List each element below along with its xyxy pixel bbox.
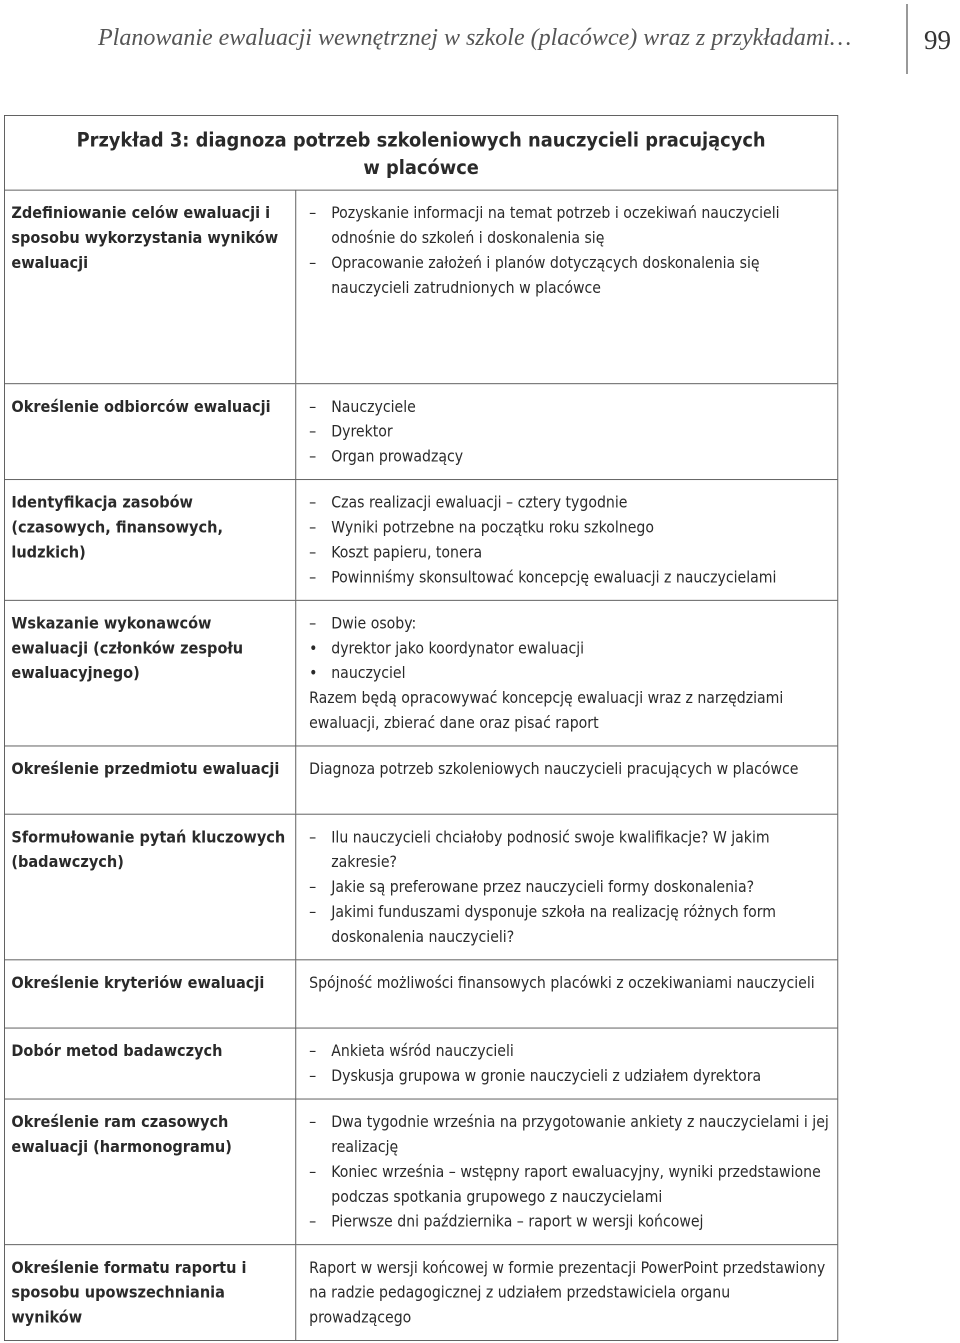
list-item-text: Dwie osoby: <box>331 614 417 634</box>
list-item <box>309 445 830 470</box>
list-item <box>309 875 830 900</box>
step-content-cell <box>296 601 837 746</box>
table-row <box>5 191 837 385</box>
dash-marker: – <box>309 1042 317 1061</box>
list-item <box>309 971 830 996</box>
step-label-cell <box>5 1029 296 1099</box>
list-item-text: Raport w wersji końcowej w formie prezentacji PowerPoint przedstawiony na radzie pedagogicznej z udziałem przedstawiciela organu prowadzącego <box>309 1258 826 1328</box>
table-row <box>5 1029 837 1100</box>
list-item-text: Razem będą opracowywać koncepcję ewaluacji wraz z narzędziami ewaluacji, zbierać dane oraz pisać raport <box>309 689 784 733</box>
step-label-cell <box>5 601 296 746</box>
bullet-icon: • <box>309 664 318 683</box>
step-label-cell <box>5 191 296 384</box>
list-item-text: Organ prowadzący <box>331 447 464 467</box>
step-content-cell <box>296 960 837 1027</box>
dash-marker: – <box>309 1212 317 1232</box>
list-item <box>309 395 830 420</box>
step-content-cell <box>296 480 837 600</box>
step-label: Wskazanie wykonawców ewaluacji (członków zespołu ewaluacyjnego) <box>11 614 244 683</box>
page-header <box>0 0 960 90</box>
table-caption-line-2: w placówce <box>363 156 479 180</box>
list-item <box>309 1256 830 1331</box>
table-caption <box>5 116 837 191</box>
list-item <box>309 1064 830 1089</box>
list-item-text: Dyrektor <box>331 422 393 442</box>
dash-marker: – <box>309 204 317 223</box>
dash-marker: – <box>309 1163 317 1182</box>
dash-marker: – <box>309 447 317 467</box>
list-item-text: Opracowanie założeń i planów dotyczących doskonalenia się nauczycieli zatrudnionych w placówce <box>331 254 760 298</box>
list-item <box>309 1160 830 1210</box>
dash-marker: – <box>309 397 317 417</box>
list-item <box>309 1111 830 1161</box>
table-row <box>5 746 837 814</box>
dash-marker: – <box>309 254 317 273</box>
table-row <box>5 480 837 601</box>
step-label-cell <box>5 480 296 600</box>
dash-marker: – <box>309 1113 317 1132</box>
dash-marker: – <box>309 903 317 922</box>
list-item <box>309 687 830 737</box>
list-item <box>309 826 830 876</box>
list-item-text: Koniec września – wstępny raport ewaluacyjny, wyniki przedstawione podczas spotkania grupowego z nauczycielami <box>331 1163 821 1207</box>
list-item <box>309 1040 830 1065</box>
list-item-text: Jakimi funduszami dysponuje szkoła na realizację różnych form doskonalenia nauczycieli? <box>331 903 776 947</box>
list-item <box>309 420 830 445</box>
dash-marker: – <box>309 878 317 897</box>
step-label-cell <box>5 1245 296 1340</box>
dash-marker: – <box>309 614 317 634</box>
dash-marker: – <box>309 568 317 587</box>
list-item <box>309 491 830 516</box>
bullet-icon: • <box>309 639 318 658</box>
list-item-text: Dwa tygodnie września na przygotowanie ankiety z nauczycielami i jej realizację <box>331 1113 829 1157</box>
list-item-text: dyrektor jako koordynator ewaluacji <box>331 639 585 658</box>
step-label-cell <box>5 960 296 1027</box>
dash-marker: – <box>309 543 317 563</box>
list-item-text: Pierwsze dni października – raport w wersji końcowej <box>331 1212 704 1232</box>
step-label: Określenie ram czasowych ewaluacji (harmonogramu) <box>11 1113 232 1157</box>
list-item-text: Wyniki potrzebne na początku roku szkolnego <box>331 518 654 538</box>
table-caption-line-1: Przykład 3: diagnoza potrzeb szkoleniowych nauczycieli pracujących <box>76 128 766 152</box>
list-item-text: Ankieta wśród nauczycieli <box>331 1042 514 1061</box>
list-item <box>309 516 830 541</box>
step-label: Określenie przedmiotu ewaluacji <box>11 760 280 779</box>
list-item-text: Nauczyciele <box>331 397 416 417</box>
list-item <box>309 637 830 662</box>
dash-marker: – <box>309 518 317 538</box>
list-item-text: Czas realizacji ewaluacji – cztery tygodnie <box>331 493 628 513</box>
list-item-text: Diagnoza potrzeb szkoleniowych nauczycieli pracujących w placówce <box>309 760 799 779</box>
step-content-cell <box>296 191 837 384</box>
step-content-cell <box>296 1029 837 1099</box>
list-item-text: Ilu nauczycieli chciałoby podnosić swoje kwalifikacje? W jakim zakresie? <box>331 828 770 872</box>
table-body <box>5 191 837 1340</box>
list-item-text: Spójność możliwości finansowych placówki z oczekiwaniami nauczycieli <box>309 974 815 993</box>
step-label-cell <box>5 1099 296 1244</box>
step-content-cell <box>296 1245 837 1340</box>
list-item <box>309 900 830 950</box>
list-item-text: Dyskusja grupowa w gronie nauczycieli z udziałem dyrektora <box>331 1067 762 1086</box>
step-label: Dobór metod badawczych <box>11 1042 223 1061</box>
step-content-cell <box>296 815 837 960</box>
step-label-cell <box>5 746 296 813</box>
step-label: Określenie kryteriów ewaluacji <box>11 974 265 993</box>
table-row <box>5 960 837 1028</box>
dash-marker: – <box>309 422 317 442</box>
step-label-cell <box>5 815 296 960</box>
list-item-text: nauczyciel <box>331 664 406 683</box>
header-divider <box>906 4 908 74</box>
step-label: Identyfikacja zasobów (czasowych, finansowych, ludzkich) <box>11 493 223 563</box>
list-item-text: Pozyskanie informacji na temat potrzeb i oczekiwań nauczycieli odnośnie do szkoleń i doskonalenia się <box>331 204 780 248</box>
table-row <box>5 601 837 747</box>
list-item <box>309 251 830 301</box>
running-title: Planowanie ewaluacji wewnętrznej w szkole (placówce) wraz z przykładami… <box>98 25 852 51</box>
dash-marker: – <box>309 828 317 847</box>
step-label: Sformułowanie pytań kluczowych (badawczych) <box>11 828 286 872</box>
list-item <box>309 541 830 566</box>
list-item <box>309 662 830 687</box>
step-content-cell <box>296 384 837 479</box>
step-label: Zdefiniowanie celów ewaluacji i sposobu wykorzystania wyników ewaluacji <box>11 204 279 273</box>
page-number: 99 <box>924 25 951 55</box>
step-content-cell <box>296 746 837 813</box>
step-label: Określenie odbiorców ewaluacji <box>11 397 271 417</box>
list-item <box>309 1210 830 1235</box>
table-row <box>5 1245 837 1340</box>
dash-marker: – <box>309 1067 317 1086</box>
step-label: Określenie formatu raportu i sposobu upowszechniania wyników <box>11 1258 247 1328</box>
list-item <box>309 757 830 782</box>
dash-marker: – <box>309 493 317 513</box>
evaluation-plan-table <box>4 115 838 1341</box>
list-item <box>309 202 830 252</box>
list-item-text: Koszt papieru, tonera <box>331 543 483 563</box>
list-item <box>309 612 830 637</box>
step-label-cell <box>5 384 296 479</box>
table-row <box>5 384 837 480</box>
list-item-text: Jakie są preferowane przez nauczycieli formy doskonalenia? <box>331 878 755 897</box>
table-row <box>5 1099 837 1245</box>
table-row <box>5 815 837 961</box>
list-item-text: Powinniśmy skonsultować koncepcję ewaluacji z nauczycielami <box>331 568 777 587</box>
step-content-cell <box>296 1099 837 1244</box>
list-item <box>309 566 830 591</box>
